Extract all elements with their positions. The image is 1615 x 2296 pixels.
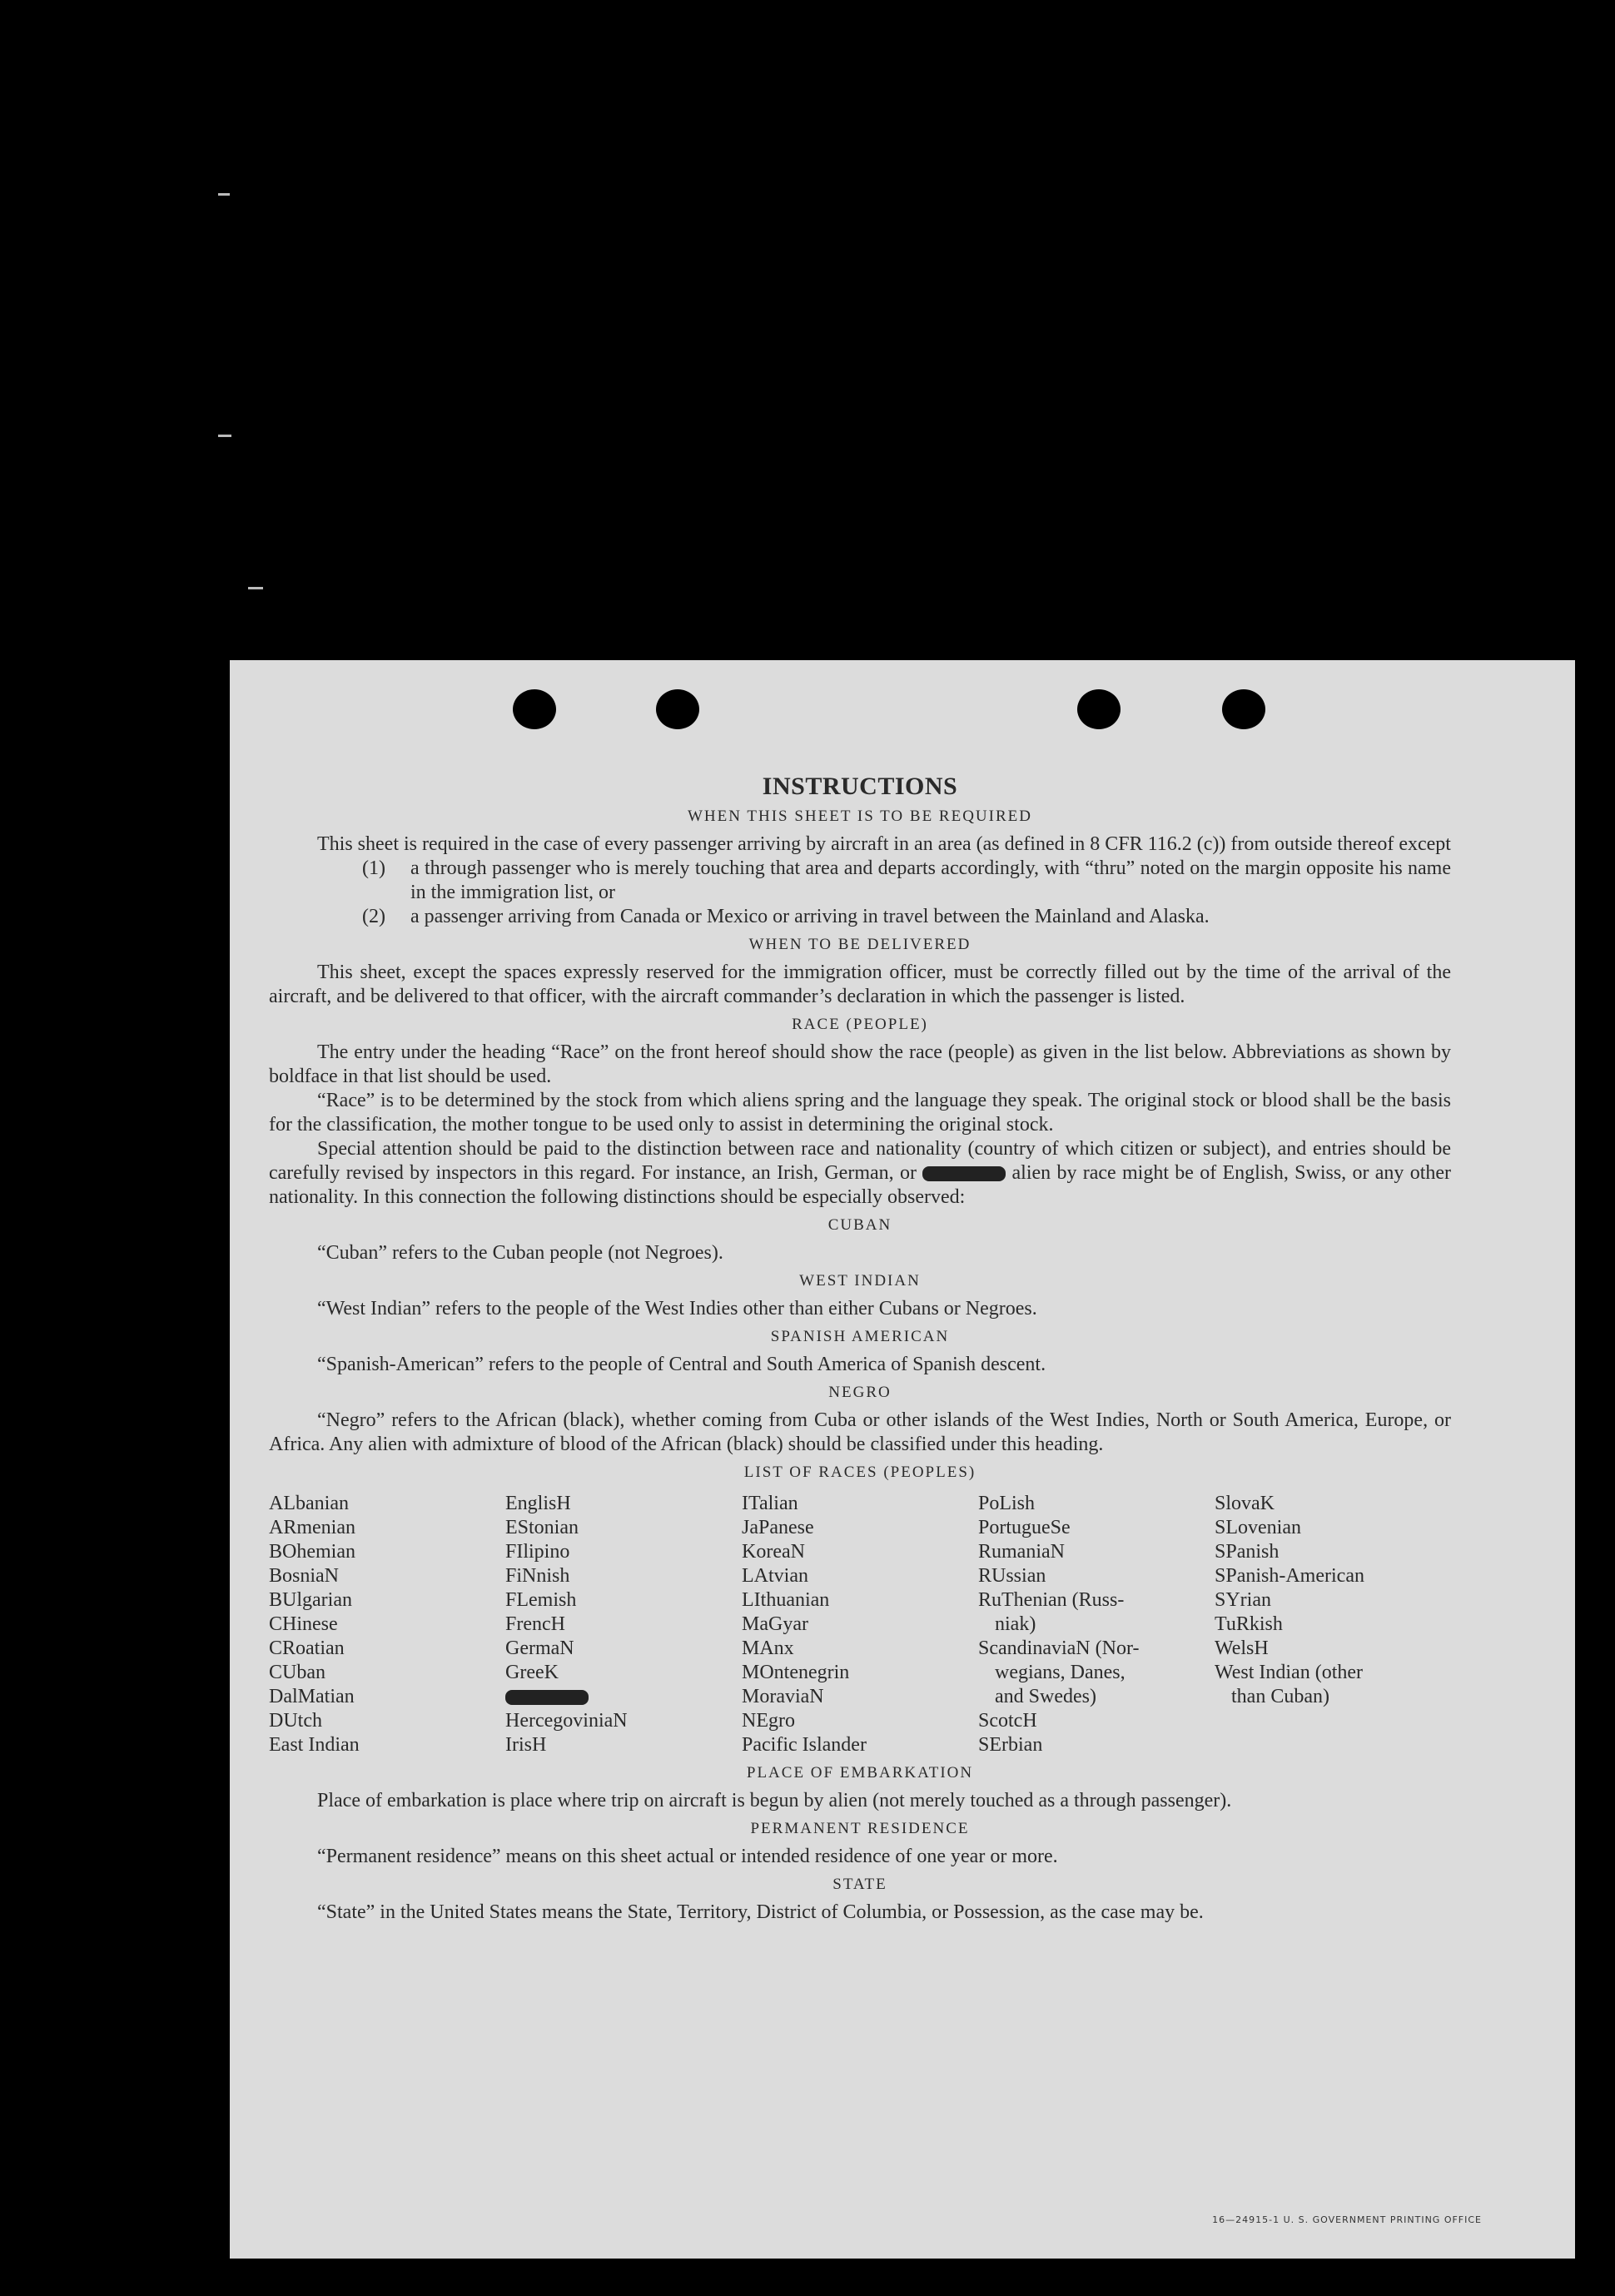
- paragraph-text: Special attention should be paid to the distinction between race and nationality (country of which citizen or subject), and entries should be carefully revised by inspectors in this regard. For instance, an Irish, German, or: [269, 1138, 1451, 1184]
- race-item: MaGyar: [742, 1613, 808, 1635]
- item-text: a passenger arriving from Canada or Mexico or arriving in travel between the Mainland and Alaska.: [410, 906, 1210, 927]
- race-item: DalMatian: [269, 1686, 355, 1707]
- race-item: WelsH: [1215, 1638, 1269, 1659]
- race-item: KoreaN: [742, 1541, 805, 1563]
- race-item: BUlgarian: [269, 1589, 352, 1611]
- race-item: RUssian: [978, 1565, 1046, 1587]
- race-item: CRoatian: [269, 1638, 345, 1659]
- section-heading: WEST INDIAN: [799, 1272, 921, 1290]
- scan-mark: [218, 435, 231, 437]
- race-item: JaPanese: [742, 1517, 814, 1538]
- race-item: GreeK: [505, 1662, 559, 1683]
- race-item: Pacific Islander: [742, 1734, 867, 1756]
- race-item: LAtvian: [742, 1565, 808, 1587]
- paragraph-text: alien by race might be of English, Swiss, or any other nationality. In this connection the following distinctions should be especially observed:: [269, 1162, 1452, 1208]
- race-item: FrencH: [505, 1613, 565, 1635]
- paragraph: “Spanish-American” refers to the people of Central and South America of Spanish descent.: [317, 1354, 1046, 1375]
- paragraph: “State” in the United States means the State, Territory, District of Columbia, or Possession, as the case may be.: [317, 1901, 1204, 1923]
- printing-office-code: 16—24915-1 U. S. GOVERNMENT PRINTING OFFICE: [1212, 2214, 1482, 2225]
- race-item: GermaN: [505, 1638, 574, 1659]
- race-item: RuThenian (Russ-: [978, 1589, 1125, 1611]
- race-item: niak): [995, 1613, 1036, 1635]
- race-item: wegians, Danes,: [995, 1662, 1126, 1683]
- section-heading: PERMANENT RESIDENCE: [750, 1820, 970, 1837]
- race-item: RumaniaN: [978, 1541, 1065, 1563]
- list-item: [269, 905, 1451, 929]
- race-column: [505, 1492, 742, 1757]
- section-heading: NEGRO: [828, 1384, 892, 1401]
- paragraph: This sheet, except the spaces expressly reserved for the immigration officer, must be correctly filled out by the time of the arrival of the aircraft, and be delivered to that officer, with the aircraft commander’s declaration in which the passenger is listed.: [269, 962, 1451, 1007]
- paragraph: [269, 1137, 1451, 1210]
- binder-hole: [1077, 689, 1121, 729]
- race-item: SYrian: [1215, 1589, 1271, 1611]
- binder-hole: [1222, 689, 1265, 729]
- race-item: CUban: [269, 1662, 325, 1683]
- race-item: SPanish-American: [1215, 1565, 1364, 1587]
- race-item: LIthuanian: [742, 1589, 830, 1611]
- section-heading: WHEN TO BE DELIVERED: [748, 936, 971, 953]
- race-item: MAnx: [742, 1638, 794, 1659]
- race-item: ITalian: [742, 1493, 798, 1514]
- race-item: EStonian: [505, 1517, 579, 1538]
- section-heading: PLACE OF EMBARKATION: [746, 1764, 974, 1782]
- section-heading: SPANISH AMERICAN: [770, 1328, 950, 1345]
- race-column: [1215, 1492, 1451, 1757]
- redaction-mark: [505, 1690, 589, 1705]
- instruction-sheet: [230, 660, 1575, 2259]
- binder-hole: [513, 689, 556, 729]
- section-heading: RACE (PEOPLE): [792, 1016, 928, 1033]
- race-item: East Indian: [269, 1734, 360, 1756]
- race-item: HercegoviniaN: [505, 1710, 628, 1732]
- paragraph: The entry under the heading “Race” on the front hereof should show the race (people) as given in the list below. Abbreviations as shown by boldface in that list should be used.: [269, 1041, 1451, 1087]
- item-number: (1): [362, 857, 385, 879]
- item-number: (2): [362, 906, 385, 927]
- race-item: FLemish: [505, 1589, 577, 1611]
- race-item: EnglisH: [505, 1493, 571, 1514]
- paragraph: This sheet is required in the case of every passenger arriving by aircraft in an area (as defined in 8 CFR 116.2 (c)) from outside thereof except: [317, 833, 1451, 855]
- race-item: NEgro: [742, 1710, 795, 1732]
- race-list: [269, 1492, 1451, 1757]
- paragraph: “Permanent residence” means on this sheet actual or intended residence of one year or more.: [317, 1846, 1058, 1867]
- item-text: a through passenger who is merely touching that area and departs accordingly, with “thru” noted on the margin opposite his name in the immigration list, or: [410, 857, 1451, 903]
- paragraph: “Cuban” refers to the Cuban people (not Negroes).: [317, 1242, 723, 1264]
- section-heading: STATE: [832, 1876, 887, 1893]
- race-item: CHinese: [269, 1613, 338, 1635]
- redaction-mark: [922, 1166, 1006, 1181]
- race-item: DUtch: [269, 1710, 322, 1732]
- section-heading: WHEN THIS SHEET IS TO BE REQUIRED: [688, 808, 1032, 825]
- race-item: West Indian (other: [1215, 1662, 1364, 1683]
- list-item: [269, 857, 1451, 905]
- scan-mark: [218, 193, 230, 196]
- race-column: [269, 1492, 505, 1757]
- race-item: MoraviaN: [742, 1686, 824, 1707]
- race-item: SErbian: [978, 1734, 1043, 1756]
- race-item: ALbanian: [269, 1493, 349, 1514]
- race-item: FIlipino: [505, 1541, 570, 1563]
- section-heading: CUBAN: [827, 1216, 892, 1234]
- race-item: MOntenegrin: [742, 1662, 850, 1683]
- race-item: SPanish: [1215, 1541, 1280, 1563]
- race-item: and Swedes): [995, 1686, 1096, 1707]
- document-body: [269, 773, 1451, 1925]
- section-heading: LIST OF RACES (PEOPLES): [743, 1464, 976, 1481]
- race-item: PortugueSe: [978, 1517, 1071, 1538]
- paragraph: “West Indian” refers to the people of the West Indies other than either Cubans or Negroes.: [317, 1298, 1037, 1319]
- race-column: [978, 1492, 1215, 1757]
- race-item: TuRkish: [1215, 1613, 1283, 1635]
- page-title: INSTRUCTIONS: [762, 773, 958, 800]
- scan-mark: [248, 587, 263, 589]
- paragraph: Place of embarkation is place where trip on aircraft is begun by alien (not merely touched as a through passenger).: [317, 1790, 1232, 1811]
- race-item: FiNnish: [505, 1565, 570, 1587]
- race-item: SlovaK: [1215, 1493, 1275, 1514]
- race-item: BosniaN: [269, 1565, 339, 1587]
- race-item: ScandinaviaN (Nor-: [978, 1638, 1140, 1659]
- race-column: [742, 1492, 978, 1757]
- race-item: ARmenian: [269, 1517, 355, 1538]
- race-item: BOhemian: [269, 1541, 355, 1563]
- race-item: than Cuban): [1231, 1686, 1329, 1707]
- race-item: PoLish: [978, 1493, 1036, 1514]
- race-item-redacted: [505, 1685, 742, 1709]
- paragraph: “Negro” refers to the African (black), whether coming from Cuba or other islands of the West Indies, North or South America, Europe, or Africa. Any alien with admixture of blood of the African (black) should be classified under this heading.: [269, 1409, 1451, 1455]
- paragraph: “Race” is to be determined by the stock from which aliens spring and the language they speak. The original stock or blood shall be the basis for the classification, the mother tongue to be used only to assist in determining the original stock.: [269, 1090, 1451, 1136]
- race-item: IrisH: [505, 1734, 547, 1756]
- race-item: ScotcH: [978, 1710, 1037, 1732]
- binder-hole: [656, 689, 699, 729]
- race-item: SLovenian: [1215, 1517, 1301, 1538]
